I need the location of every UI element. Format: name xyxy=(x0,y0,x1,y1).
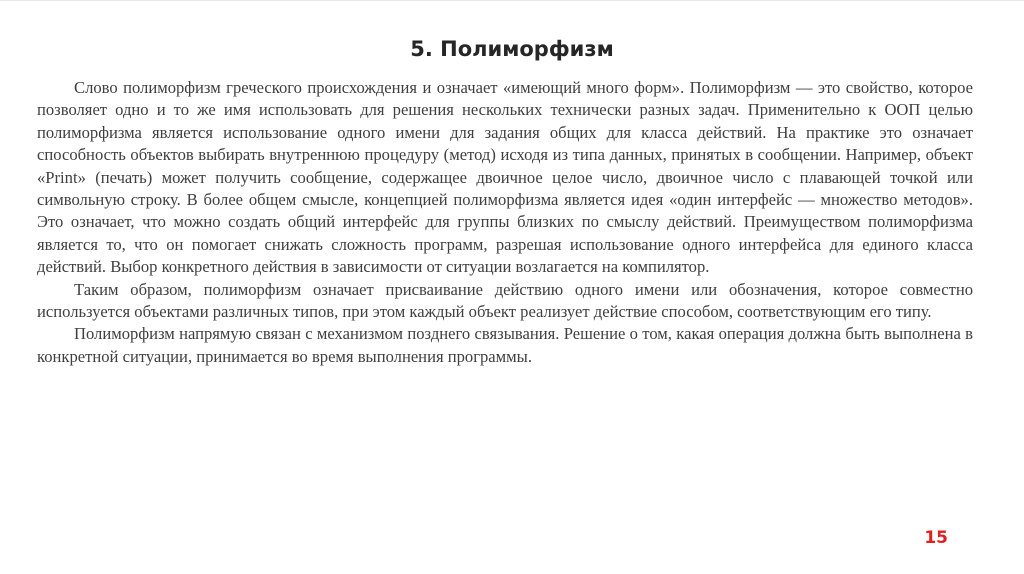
body-paragraph-1: Слово полиморфизм греческого происхождения и означает «имеющий много форм». Полиморфизм — это свойство, которое позволяет одно и то же имя использовать для решения нескольких технически разных задач. Применительно к ООП целью полиморфизма является использование одного имени для задания общих для класса действий. На практике это означает способность объектов выбирать внутреннюю процедуру (метод) исходя из типа данных, принятых в сообщении. Например, объект «Print» (печать) может получить сообщение, содержащее двоичное целое число, двоичное число с плавающей точкой или символьную строку. В более общем смысле, концепцией полиморфизма является идея «один интерфейс — множество методов». Это означает, что можно создать общий интерфейс для группы близких по смыслу действий. Преимуществом полиморфизма является то, что он помогает снижать сложность программ, разрешая использование одного интерфейса для единого класса действий. Выбор конкретного действия в зависимости от ситуации возлагается на компилятор. xyxy=(37,78,973,277)
page-number: 15 xyxy=(924,528,948,548)
body-paragraph-3: Полиморфизм напрямую связан с механизмом позднего связывания. Решение о том, какая операция должна быть выполнена в конкретной ситуации, принимается во время выполнения программы. xyxy=(37,324,973,366)
slide-title: 5. Полиморфизм xyxy=(410,37,614,61)
body-paragraph-2: Таким образом, полиморфизм означает присваивание действию одного имени или обозначения, которое совместно используется объектами различных типов, при этом каждый объект реализует действие способом, соответствующим его типу. xyxy=(37,279,973,322)
slide-body xyxy=(37,77,973,368)
